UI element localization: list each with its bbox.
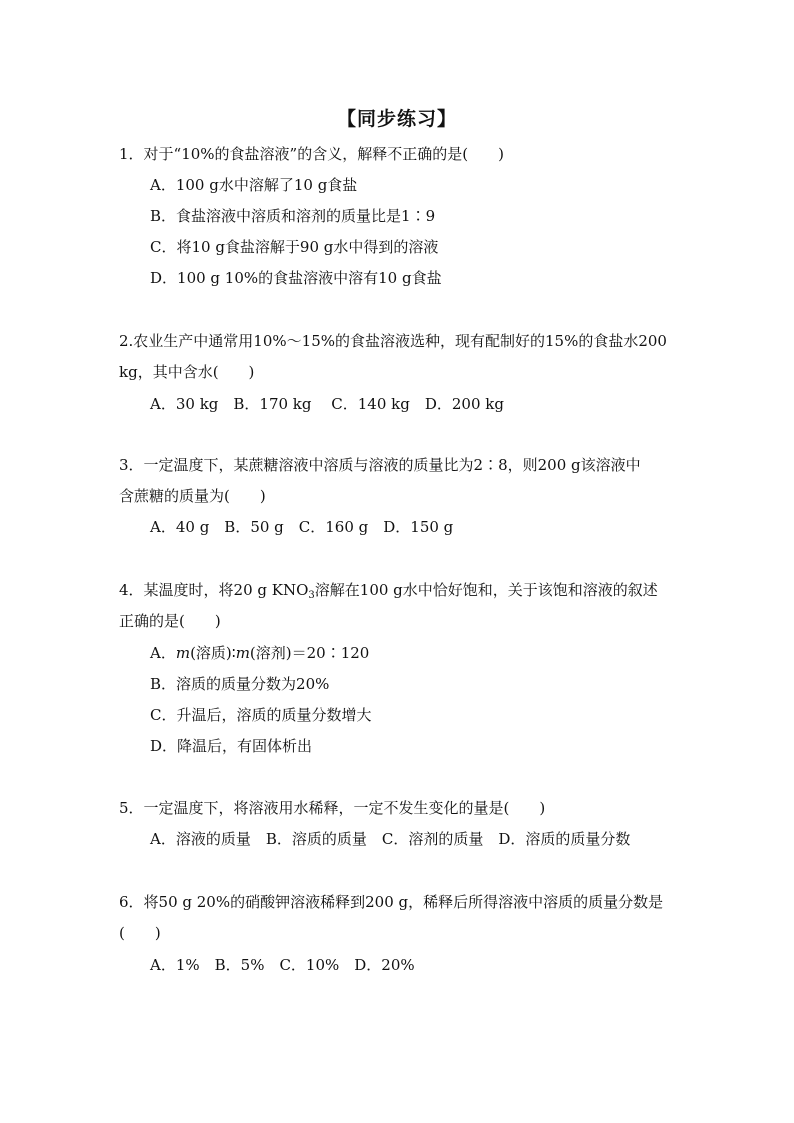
option-a-post: (溶剂)＝20∶120 [249, 644, 370, 662]
question-1-option-a: A．100 g水中溶解了10 g食盐 [150, 176, 358, 194]
question-4-stem-line-1 [119, 580, 658, 606]
question-5-options: A．溶液的质量 B．溶质的质量 C．溶剂的质量 D．溶质的质量分数 [150, 830, 631, 848]
question-4-option-c: C．升温后，溶质的质量分数增大 [150, 706, 372, 724]
question-1-option-d: D．100 g 10%的食盐溶液中溶有10 g食盐 [150, 269, 442, 287]
question-1-stem: 1．对于“10%的食盐溶液”的含义，解释不正确的是( ) [119, 145, 504, 163]
mass-symbol: m [235, 644, 250, 662]
section-title: 【同步练习】 [336, 108, 457, 130]
question-1-option-c: C．将10 g食盐溶解于90 g水中得到的溶液 [150, 238, 439, 256]
question-4-option-d: D．降温后，有固体析出 [150, 737, 313, 755]
mass-symbol: m [175, 644, 191, 662]
question-6-stem-line-1: 6．将50 g 20%的硝酸钾溶液稀释到200 g，稀释后所得溶液中溶质的质量分数是 [119, 893, 664, 911]
question-4-option-b: B．溶质的质量分数为20% [150, 675, 330, 693]
question-3-stem-line-2: 含蔗糖的质量为( ) [119, 487, 266, 505]
question-2-options: A．30 kg B．170 kg C．140 kg D．200 kg [150, 395, 504, 413]
question-3-stem-line-1: 3．一定温度下，某蔗糖溶液中溶质与溶液的质量比为2∶8，则200 g该溶液中 [119, 456, 641, 474]
question-4-subscript: 3 [308, 590, 315, 601]
question-2-stem-line-1: 2.农业生产中通常用10%～15%的食盐溶液选种，现有配制好的15%的食盐水200 [119, 332, 667, 350]
option-a-mid: (溶质)∶ [190, 644, 236, 662]
question-4-stem-line-2: 正确的是( ) [119, 612, 221, 630]
question-5-stem: 5．一定温度下，将溶液用水稀释，一定不发生变化的量是( ) [119, 799, 546, 817]
question-6-stem-line-2: ( ) [119, 924, 161, 942]
question-6-options: A．1% B．5% C．10% D．20% [150, 956, 415, 974]
question-2-stem-line-2: kg，其中含水( ) [119, 363, 255, 381]
question-3-options: A．40 g B．50 g C．160 g D．150 g [150, 518, 454, 536]
question-4-stem-post: 溶解在100 g水中恰好饱和，关于该饱和溶液的叙述 [314, 581, 658, 599]
option-a-prefix: A． [150, 644, 176, 662]
question-4-option-a [150, 643, 369, 663]
question-4-stem-pre: 4．某温度时，将20 g KNO [119, 581, 309, 599]
question-1-option-b: B．食盐溶液中溶质和溶剂的质量比是1∶9 [150, 207, 436, 225]
